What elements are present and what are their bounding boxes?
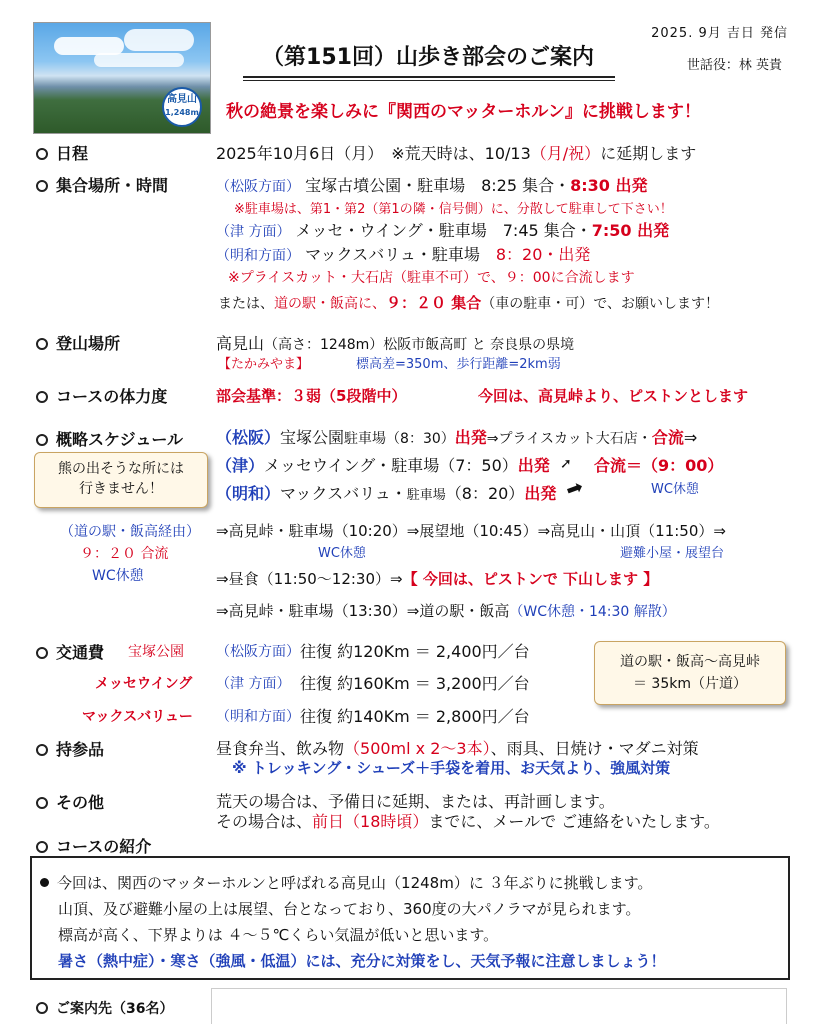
section-meeting-label: 集合場所・時間 — [36, 173, 168, 196]
plan-row-lunch: ⇒昼食（11:50〜12:30）⇒【 今回は、ピストンで 下山します 】 — [216, 570, 659, 588]
bullet-dot-icon — [40, 878, 49, 887]
section-contacts-label: ご案内先（36名） — [36, 998, 173, 1018]
title-block — [243, 40, 613, 71]
course-line-3: 標高が高く、下界よりは ４〜５℃くらい気温が低いと思います。 — [58, 926, 499, 944]
plan-row-meiwa: （明和）マックスバリュ・駐車場（8：20）出発 — [216, 484, 557, 503]
circle-bullet-icon — [36, 1002, 48, 1014]
other-line-2: その場合は、前日（18時頃）までに、メールで ご連絡をいたします。 — [216, 812, 720, 831]
items-line-1: 昼食弁当、飲み物（500ml x 2〜3本）、雨具、日焼け・マダニ対策 — [216, 739, 699, 758]
circle-bullet-icon — [36, 148, 48, 160]
header-photo — [33, 22, 211, 134]
plan-side-route: （道の駅・飯高経由） — [60, 524, 200, 540]
plan-side-time: ９：２０ 合流 — [80, 546, 169, 562]
difficulty-note: 今回は、高見峠より、ピストンとします — [478, 387, 749, 405]
transport-fare-1: 往復 約120Km ＝ 2,400円／台 — [300, 642, 530, 661]
circle-bullet-icon — [36, 434, 48, 446]
transport-fare-2: 往復 約160Km ＝ 3,200円／台 — [300, 674, 530, 693]
transport-fare-3: 往復 約140Km ＝ 2,800円／台 — [300, 707, 530, 726]
plan-side-wc: WC休憩 — [92, 568, 144, 584]
plan-row-matsusaka: （松阪）宝塚公園駐車場（8：30）出発⇒プライスカット大石店・合流⇒ — [216, 428, 698, 447]
plan-wc-2: WC休憩 — [318, 546, 366, 561]
title-underline-thin — [243, 80, 615, 81]
course-line-2: 山頂、及び避難小屋の上は展望、台となっており、360度の大パノラマが見られます。 — [58, 900, 641, 918]
meeting-note-1: ※駐車場は、第1・第2（第1の隣・信号側）に、分散して駐車して下さい！ — [234, 202, 673, 217]
circle-bullet-icon — [36, 338, 48, 350]
items-line-2: ※ トレッキング・シューズ＋手袋を着用、お天気より、強風対策 — [232, 759, 671, 777]
schedule-text: 2025年10月6日（月） ※荒天時は、10/13（月/祝）に延期します — [216, 144, 697, 163]
section-schedule-label: 日程 — [36, 141, 88, 164]
section-trailhead-label: 登山場所 — [36, 331, 120, 354]
meeting-note-3: ※プライスカット・大石店（駐車不可）で、９：00に合流します — [228, 270, 635, 286]
tagline: 秋の絶景を楽しみに『関西のマッターホルン』に挑戦します！ — [226, 102, 701, 122]
plan-row-return: ⇒高見峠・駐車場（13:30）⇒道の駅・飯高（WC休憩・14:30 解散） — [216, 602, 676, 620]
transport-dir-1: （松阪方面） — [216, 644, 300, 660]
course-line-4: 暑さ（熱中症）・寒さ（強風・低温）には、充分に対策をし、天気予報に注意しましょう！ — [58, 952, 666, 970]
other-line-1: 荒天の場合は、予備日に延期、または、再計画します。 — [216, 792, 615, 811]
section-plan-label: 概略スケジュール — [36, 427, 183, 450]
transport-dir-3: （明和方面） — [216, 709, 300, 725]
transport-from-2: メッセウイング — [95, 676, 193, 692]
circle-bullet-icon — [36, 391, 48, 403]
difficulty-standard: 部会基準：３弱（5段階中） — [216, 387, 407, 405]
transport-from-3: マックスバリュー — [82, 709, 193, 725]
trailhead-reading: 【たかみやま】 — [218, 357, 310, 372]
merge-arrow-icon: ➚ — [560, 456, 572, 472]
circle-bullet-icon — [36, 744, 48, 756]
section-items-label: 持参品 — [36, 737, 104, 760]
plan-merge-time: 合流＝（9：00） — [594, 456, 724, 475]
trailhead-stats: 標高差=350m、歩行距離=2km弱 — [356, 357, 561, 372]
meeting-row-1: （松阪方面） 宝塚古墳公園・駐車場 8:25 集合・8:30 出発 — [216, 176, 648, 195]
circle-bullet-icon — [36, 797, 48, 809]
meeting-alternative: または、道の駅・飯高に、９：２０ 集合（車の駐車・可）で、お願いします！ — [218, 294, 719, 312]
plan-hut: 避難小屋・展望台 — [620, 546, 725, 561]
circle-bullet-icon — [36, 647, 48, 659]
transport-from-1: 宝塚公園 — [128, 644, 184, 660]
circle-bullet-icon — [36, 841, 48, 853]
page-title: （第151回）山歩き部会のご案内 — [262, 45, 594, 70]
mountain-sign-logo: 高見山 1,248m — [162, 87, 202, 127]
plan-row-tsu: （津）メッセウイング・駐車場（7：50）出発 — [216, 456, 550, 475]
section-transport-label: 交通費 — [36, 640, 104, 663]
plan-row-ascent: ⇒高見峠・駐車場（10:20）⇒展望地（10:45）⇒高見山・山頂（11:50）⇒ — [216, 522, 726, 540]
transport-dir-2: （津 方面） — [216, 676, 291, 692]
contacts-box — [211, 988, 787, 1024]
meeting-row-2: （津 方面） メッセ・ウイング・駐車場 7:45 集合・7:50 出発 — [216, 221, 670, 240]
section-course-label: コースの紹介 — [36, 834, 151, 857]
section-difficulty-label: コースの体力度 — [36, 384, 167, 407]
course-line-1: 今回は、関西のマッターホルンと呼ばれる高見山（1248m）に ３年ぶりに挑戦します。 — [40, 872, 652, 893]
meeting-row-3: （明和方面） マックスバリュ・駐車場 8：20・出発 — [216, 245, 591, 264]
circle-bullet-icon — [36, 180, 48, 192]
merge-arrow-bold-icon: ➡ — [562, 473, 587, 503]
trailhead-line: 高見山（高さ：1248m）松阪市飯高町 と 奈良県の県境 — [216, 334, 575, 353]
distance-callout: 道の駅・飯高〜高見峠 ＝ 35km（片道） — [594, 641, 786, 705]
organizer: 世話役：林 英貴 — [686, 58, 782, 73]
issue-date: 2025. 9月 吉日 発信 — [651, 26, 788, 41]
bear-warning-callout: 熊の出そうな所には 行きません！ — [34, 452, 208, 508]
plan-wc-1: WC休憩 — [651, 482, 699, 497]
title-underline — [243, 76, 615, 78]
section-other-label: その他 — [36, 790, 104, 813]
